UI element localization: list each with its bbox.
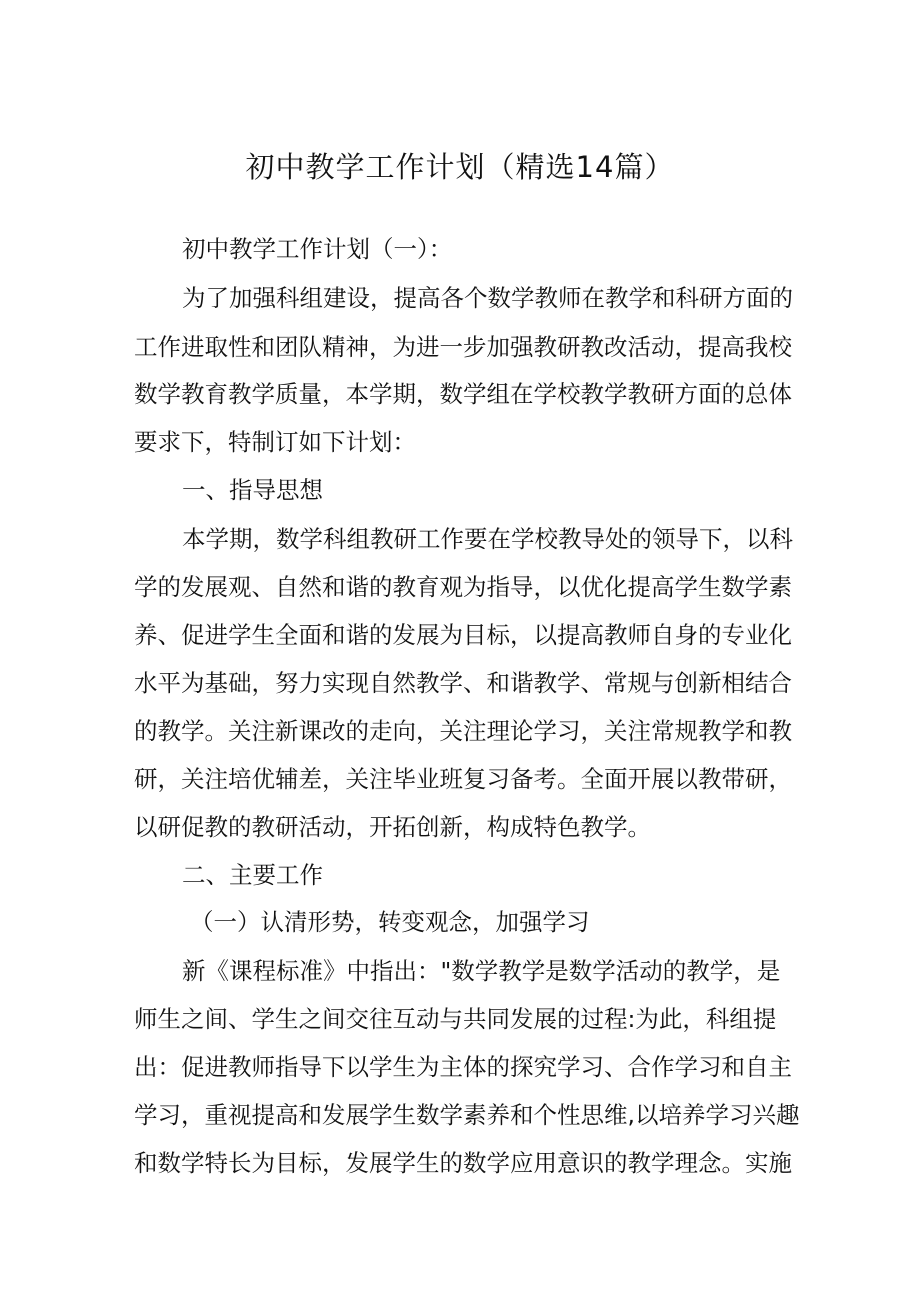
text-line: 的教学。关注新课改的走向，关注理论学习，关注常规教学和教 bbox=[134, 717, 792, 745]
text-line: 师生之间、学生之间交往互动与共同发展的过程:为此，科组提 bbox=[134, 1005, 777, 1033]
text-line: 和数学特长为目标，发展学生的数学应用意识的教学理念。实施 bbox=[134, 1149, 792, 1177]
text-line: 养、促进学生全面和谐的发展为目标，以提高教师自身的专业化 bbox=[134, 621, 792, 649]
text-line: 以研促教的教研活动，开拓创新，构成特色教学。 bbox=[134, 813, 651, 841]
text-line: 二、主要工作 bbox=[182, 861, 323, 889]
document-title: 初中教学工作计划（精选14篇） bbox=[245, 150, 675, 184]
text-line: 学的发展观、自然和谐的教育观为指导，以优化提高学生数学素 bbox=[134, 573, 792, 601]
text-line: 学习，重视提高和发展学生数学素养和个性思维,以培养学习兴趣 bbox=[134, 1101, 800, 1129]
text-line: 初中教学工作计划（一）： bbox=[182, 235, 453, 263]
text-line: 本学期，数学科组教研工作要在学校教导处的领导下，以科 bbox=[182, 525, 793, 553]
text-line: 数学教育教学质量，本学期，数学组在学校教学教研方面的总体 bbox=[134, 380, 792, 408]
text-line: 要求下，特制订如下计划： bbox=[134, 428, 416, 456]
text-line: 水平为基础，努力实现自然教学、和谐教学、常规与创新相结合 bbox=[134, 669, 792, 697]
text-line: （一）认清形势，转变观念，加强学习 bbox=[190, 908, 590, 936]
text-line: 工作进取性和团队精神，为进一步加强教研教改活动，提高我校 bbox=[134, 333, 792, 361]
text-line: 出：促进教师指导下以学生为主体的探究学习、合作学习和自主 bbox=[134, 1053, 792, 1081]
text-line: 为了加强科组建设，提高各个数学教师在教学和科研方面的 bbox=[182, 284, 793, 312]
text-line: 新《课程标准》中指出："数学教学是数学活动的教学，是 bbox=[182, 957, 781, 985]
text-line: 研，关注培优辅差，关注毕业班复习备考。全面开展以教带研， bbox=[134, 765, 792, 793]
text-line: 一、指导思想 bbox=[182, 476, 323, 504]
